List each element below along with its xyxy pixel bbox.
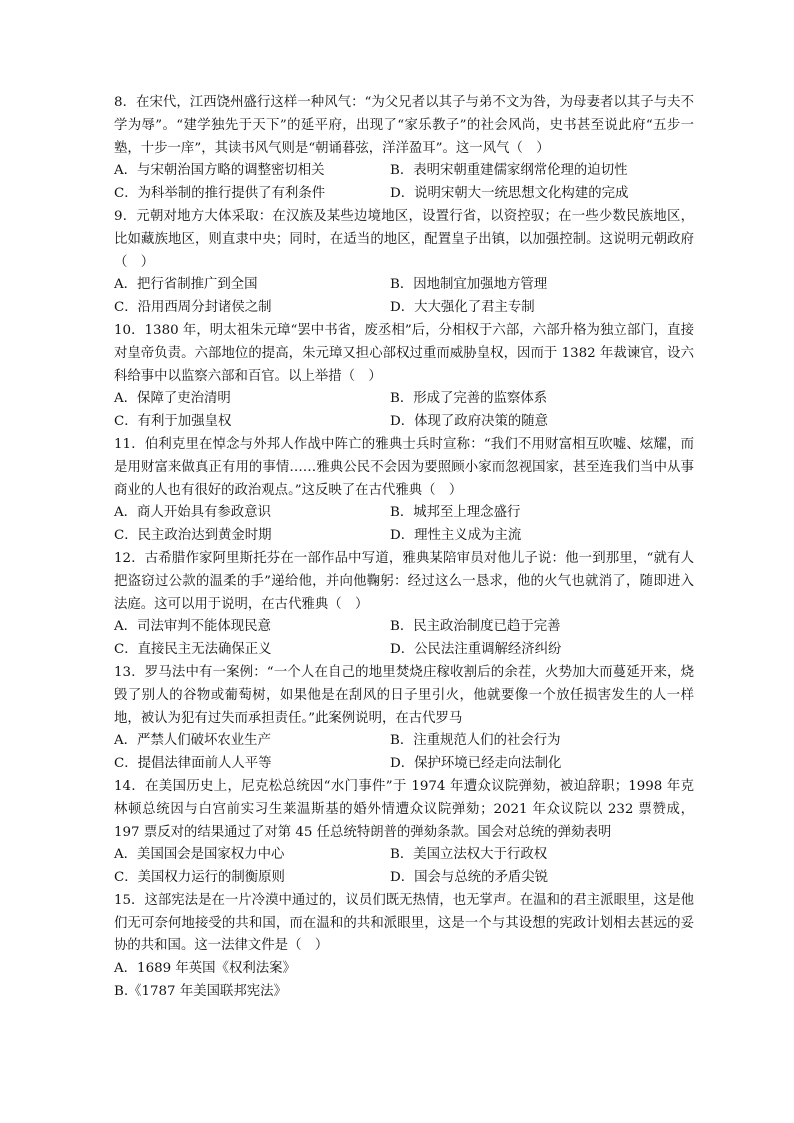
option-b: B．美国立法权大于行政权	[390, 847, 548, 863]
option-row	[114, 274, 694, 297]
option-b: B．因地制宜加强地方管理	[390, 277, 548, 293]
option-d: D．理性主义成为主流	[390, 528, 522, 544]
option-d: D．大大强化了君主专制	[390, 300, 535, 316]
question-10	[114, 320, 694, 434]
option-d: D．体现了政府决策的随意	[390, 414, 549, 430]
option-row	[114, 160, 694, 183]
option-c: C．有利于加强皇权	[114, 414, 232, 430]
question-9	[114, 206, 694, 320]
question-8	[114, 92, 694, 206]
option-d: D．国会与总统的矛盾尖锐	[390, 870, 549, 886]
option-b: B．注重规范人们的社会行为	[390, 733, 561, 749]
option-c: C．美国权力运行的制衡原则	[114, 870, 285, 886]
option-row	[114, 753, 694, 776]
option-row	[114, 388, 694, 411]
option-row	[114, 411, 694, 434]
option-a: A．严禁人们破坏农业生产	[114, 733, 271, 749]
option-d: D．公民法注重调解经济纠纷	[390, 642, 562, 658]
option-a: A．美国国会是国家权力中心	[114, 847, 285, 863]
option-b: B．形成了完善的监察体系	[390, 391, 548, 407]
option-b: B．民主政治制度已趋于完善	[390, 619, 561, 635]
question-stem: 8．在宋代，江西饶州盛行这样一种风气：“为父兄者以其子与弟不文为咎，为母妻者以其子与夫不学为辱”。“建学独先于天下”的延平府，出现了“家乐教子”的社会风尚，史书甚至说此府“五步一塾，十步一庠”，其读书风气则是“朝诵暮弦，洋洋盈耳”。这一风气（ ）	[114, 95, 694, 156]
option-c: C．提倡法律面前人人平等	[114, 756, 272, 772]
option-row	[114, 844, 694, 867]
question-stem: 15．这部宪法是在一片冷漠中通过的，议员们既无热情，也无掌声。在温和的君主派眼里，这是他们无可奈何地接受的共和国，而在温和的共和派眼里，这是一个与其设想的宪政计划相去甚远的妥协的共和国。这一法律文件是（ ）	[114, 892, 694, 954]
question-stem: 11．伯利克里在悼念与外邦人作战中阵亡的雅典士兵时宣称：“我们不用财富相互吹嘘、炫耀，而是用财富来做真正有用的事情……雅典公民不会因为要照顾小家而忽视国家，甚至连我们当中从事商业的人也有很好的政治观点。”这反映了在古代雅典（ ）	[114, 436, 694, 498]
option-c: C．沿用西周分封诸侯之制	[114, 300, 272, 316]
question-list	[114, 92, 694, 1004]
option-a: A．司法审判不能体现民意	[114, 619, 271, 635]
option-row	[114, 502, 694, 525]
option-a: A．把行省制推广到全国	[114, 277, 258, 293]
option-b: B．表明宋朝重建儒家纲常伦理的迫切性	[390, 163, 628, 179]
option-row	[114, 297, 694, 320]
option-a: A．保障了吏治清明	[114, 391, 231, 407]
option-d: D．说明宋朝大一统思想文化构建的完成	[390, 186, 629, 202]
option-b: B．城邦至上理念盛行	[390, 505, 521, 521]
option-row	[114, 183, 694, 206]
question-stem: 13．罗马法中有一案例：“一个人在自己的地里焚烧庄稼收割后的余茬，火势加大而蔓延开来，烧毁了别人的谷物或葡萄树，如果他是在刮风的日子里引火，他就要像一个放任损害发生的人一样地，被认为犯有过失而承担责任。”此案例说明，在古代罗马	[114, 664, 694, 726]
question-13	[114, 662, 694, 776]
question-15	[114, 890, 694, 1004]
option-row	[114, 867, 694, 890]
question-stem: 12．古希腊作家阿里斯托芬在一部作品中写道，雅典某陪审员对他儿子说：他一到那里，“就有人把盗窃过公款的温柔的手”递给他，并向他鞠躬：经过这么一恳求，他的火气也就消了，随即进入法庭。这可以用于说明，在古代雅典（ ）	[114, 550, 694, 612]
question-11	[114, 434, 694, 548]
question-stem: 14．在美国历史上，尼克松总统因“水门事件”于 1974 年遭众议院弹劾，被迫辞职；1998 年克林顿总统因与白宫前实习生莱温斯基的婚外情遭众议院弹劾；2021 年众议院以 232 票赞成，197 票反对的结果通过了对第 45 任总统特朗普的弹劾条款。国会对总统的弹劾表明	[114, 778, 694, 840]
question-stem: 9．元朝对地方大体采取：在汉族及某些边境地区，设置行省，以资控驭；在一些少数民族地区，比如藏族地区，则直隶中央；同时，在适当的地区，配置皇子出镇，以加强控制。这说明元朝政府（ ）	[114, 208, 694, 270]
option-row	[114, 616, 694, 639]
question-14	[114, 776, 694, 890]
option-row	[114, 525, 694, 548]
option-b: B.《1787 年美国联邦宪法》	[114, 984, 287, 1000]
option-a: A．与宋朝治国方略的调整密切相关	[114, 163, 325, 179]
option-c: C．直接民主无法确保正义	[114, 642, 272, 658]
question-stem: 10．1380 年，明太祖朱元璋“罢中书省，废丞相”后，分相权于六部，六部升格为独立部门，直接对皇帝负责。六部地位的提高，朱元璋又担心部权过重而威胁皇权，因而于 1382 年裁谏官，设六科给事中以监察六部和百官。以上举措（ ）	[114, 322, 694, 384]
option-a: A．1689 年英国《权利法案》	[114, 961, 296, 977]
option-a: A．商人开始具有参政意识	[114, 505, 271, 521]
option-c: C．为科举制的推行提供了有利条件	[114, 186, 326, 202]
option-row	[114, 639, 694, 662]
question-12	[114, 548, 694, 662]
option-d: D．保护环境已经走向法制化	[390, 756, 562, 772]
option-row	[114, 730, 694, 753]
option-c: C．民主政治达到黄金时期	[114, 528, 272, 544]
